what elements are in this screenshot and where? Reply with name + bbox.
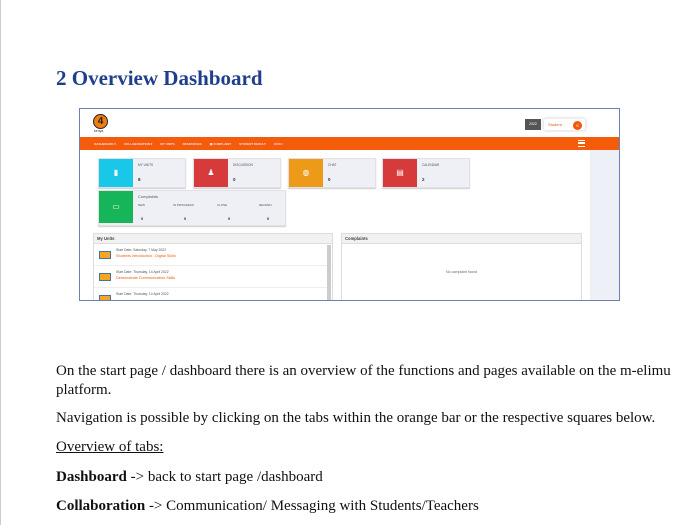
nav-bar <box>80 137 619 150</box>
book-icon <box>99 295 111 301</box>
card-label: DISCUSSION <box>233 163 253 167</box>
col-reopen: REOPEN <box>259 203 272 207</box>
book-icon: ▮ <box>99 159 133 187</box>
tabs-heading: Overview of tabs: <box>56 439 164 455</box>
value-in-progress: 0 <box>184 216 187 221</box>
book-icon <box>99 251 111 259</box>
unit-link: Demonstrate Communication Skills <box>116 276 176 280</box>
unit-date: Start Date: Saturday, 7 May 2022 <box>116 248 167 252</box>
value-new: 0 <box>141 216 144 221</box>
value-reopen: 0 <box>267 216 270 221</box>
nav-kuku: KUKU <box>273 141 283 146</box>
year-button: 2022 <box>525 119 541 130</box>
card-calendar <box>382 158 470 188</box>
my-units-panel <box>93 233 333 301</box>
card-discussion <box>193 158 281 188</box>
calendar-icon: ▤ <box>383 159 417 187</box>
nav-collaboration: COLLABORATION ▾ <box>123 141 153 146</box>
complaint-icon: ▭ <box>99 191 133 223</box>
dashboard-screenshot <box>79 108 620 301</box>
nav-complaint: ▣ COMPLAINT <box>209 141 232 146</box>
nav-student-result: STUDENT RESULT <box>239 141 266 146</box>
complaints-panel <box>341 233 582 301</box>
paragraph-collaboration <box>56 497 696 516</box>
col-close: CLOSE <box>217 203 228 207</box>
paragraph-dashboard <box>56 468 696 487</box>
card-value: 0 <box>328 177 331 182</box>
logo-caption: kenya <box>94 129 104 133</box>
nav-resources: RESOURCES <box>182 141 202 146</box>
unit-item <box>94 266 332 288</box>
unit-date: Start Date: Thursday, 14 April 2022 <box>116 270 169 274</box>
scrollbar <box>327 245 331 301</box>
section-heading: 2 Overview Dashboard <box>56 66 263 90</box>
card-label: CHAT <box>328 163 337 167</box>
nav-dashboard: DASHBOARD ▾ <box>94 141 116 146</box>
dashboard-body <box>85 150 590 301</box>
unit-link: Students Introduction - Digital Skills <box>116 254 176 258</box>
users-icon: ♟ <box>194 159 228 187</box>
user-menu <box>543 118 586 131</box>
logo: 4 <box>93 114 108 129</box>
user-label: Student <box>548 122 562 127</box>
no-complaints-text: No complaint found <box>446 270 477 274</box>
desc-dashboard: -> back to start page /dashboard <box>126 469 323 485</box>
term-collaboration: Collaboration <box>56 498 146 514</box>
my-units-title: My Units <box>94 234 332 244</box>
col-in-progress: IN PROGRESS <box>173 203 194 207</box>
complaints-card <box>98 190 286 226</box>
hamburger-icon <box>578 140 585 147</box>
unit-item <box>94 244 332 266</box>
card-value: 8 <box>138 177 141 182</box>
card-value: 2 <box>422 177 425 182</box>
paragraph-intro: On the start page / dashboard there is an overview of the functions and pages available on the m-elimu platform. <box>56 363 671 398</box>
chat-icon: ◍ <box>289 159 323 187</box>
paragraph-navigation: Navigation is possible by clicking on the tabs within the orange bar or the respective squares below. <box>56 410 656 426</box>
card-value: 0 <box>233 177 236 182</box>
card-label: MY UNITS <box>138 163 154 167</box>
nav-my-units: MY UNITS <box>160 141 175 146</box>
book-icon <box>99 273 111 281</box>
page-edge <box>0 0 1 525</box>
right-gutter <box>590 150 620 301</box>
app-header <box>80 109 619 137</box>
complaints-panel-title: Complaints <box>342 234 581 244</box>
col-new: NEW <box>138 203 145 207</box>
user-avatar: S <box>573 121 582 130</box>
desc-collaboration: -> Communication/ Messaging with Students/Teachers <box>145 498 479 514</box>
term-dashboard: Dashboard <box>56 469 127 485</box>
complaints-card-title: Complaints <box>138 194 159 199</box>
card-chat <box>288 158 376 188</box>
card-label: CALENDAR <box>422 163 440 167</box>
paragraph-tabs-heading <box>56 438 696 457</box>
card-my-units <box>98 158 186 188</box>
unit-item <box>94 288 332 301</box>
unit-date: Start Date: Thursday, 14 April 2022 <box>116 292 169 296</box>
value-close: 0 <box>228 216 231 221</box>
